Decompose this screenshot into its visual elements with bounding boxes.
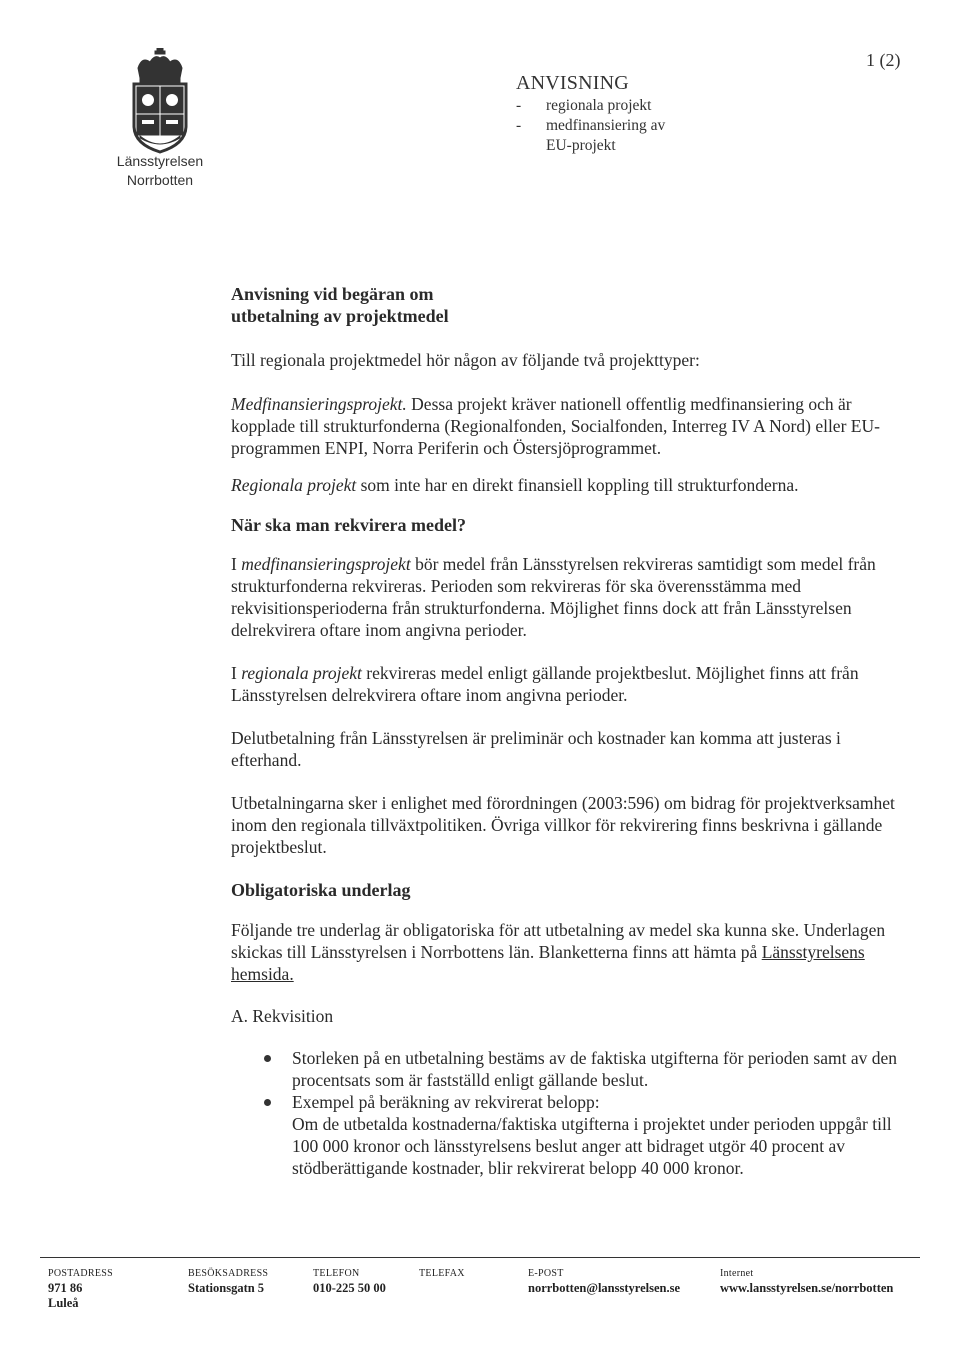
page-number: 1 (2) — [866, 50, 901, 70]
email-link[interactable]: norrbotten@lansstyrelsen.se — [528, 1281, 681, 1295]
intro-paragraph: Till regionala projektmedel hör någon av följande två projekttyper: — [231, 350, 700, 370]
paragraph-preliminary: Delutbetalning från Länsstyrelsen är preliminär och kostnader kan komma att justeras i efterhand. — [231, 728, 841, 770]
section-heading-rekvisition: A. Rekvisition — [231, 1006, 334, 1026]
bullet-icon — [264, 1099, 271, 1106]
project-type-regionala: Regionala projekt som inte har en direkt finansiell koppling till strukturfonderna. — [231, 475, 799, 495]
subtitle-item: - medfinansiering av — [516, 117, 666, 134]
list-item: Exempel på beräkning av rekvirerat belopp: Om de utbetalda kostnaderna/faktiska utgifterna i projektet under perioden uppgår till 100 000 kronor och länsstyrelsens beslut anger att bidraget utgör 40 procent av stödberättigande kostnader, blir rekvirerat belopp 40 000 kronor. — [231, 1091, 911, 1179]
heading-required-documents: Obligatoriska underlag — [231, 880, 411, 900]
paragraph-medfinansiering-timing: I medfinansieringsprojekt bör medel från Länsstyrelsen rekvireras samtidigt som medel från strukturfonderna rekvireras. Perioden som rekvireras för ska överensstämma med rekvisitionsperioderna från strukturfonderna. Möjlighet finns dock att från Länsstyrelsen delrekvirera oftare inom angivna perioder. — [231, 554, 876, 640]
document-body — [231, 283, 911, 1179]
bullet-icon — [264, 1055, 271, 1062]
rekvisition-list — [231, 1047, 911, 1179]
footer-telefax: TELEFAX — [419, 1268, 465, 1279]
organization-name — [60, 152, 260, 190]
heading-when: När ska man rekvirera medel? — [231, 515, 466, 535]
website-link[interactable]: Länsstyrelsens hemsida. — [231, 942, 865, 984]
org-name-line1: Länsstyrelsen — [116, 153, 204, 169]
website-url[interactable]: www.lansstyrelsen.se/norrbotten — [720, 1281, 894, 1295]
list-item: Storleken på en utbetalning bestäms av de faktiska utgifterna för perioden samt av den procentsats som är fastställd enligt gällande beslut. — [231, 1047, 911, 1091]
footer-divider — [40, 1257, 920, 1258]
subtitle-item: EU-projekt — [546, 137, 616, 154]
document-title: Anvisning vid begäran om utbetalning av projektmedel — [231, 284, 449, 326]
footer-postadress: POSTADRESS 971 86 Luleå — [48, 1268, 113, 1310]
coat-of-arms-icon — [128, 48, 192, 156]
subtitle-item: - regionala projekt — [516, 97, 652, 114]
document-type: ANVISNING — [516, 72, 629, 94]
footer-telefon: TELEFON 010-225 50 00 — [313, 1268, 386, 1295]
footer-besoksadress: BESÖKSADRESS Stationsgatn 5 — [188, 1268, 269, 1295]
footer-epost: E-POST norrbotten@lansstyrelsen.se — [528, 1268, 681, 1295]
footer-internet: Internet www.lansstyrelsen.se/norrbotten — [720, 1268, 894, 1295]
paragraph-required-documents: Följande tre underlag är obligatoriska för att utbetalning av medel ska kunna ske. Underlagen skickas till Länsstyrelsen i Norrbottens län. Blanketterna finns att hämta på Länsstyrelsens hemsida. — [231, 920, 886, 984]
paragraph-regionala-timing: I regionala projekt rekvireras medel enligt gällande projektbeslut. Möjlighet finns att från Länsstyrelsen delrekvirera oftare inom angivna perioder. — [231, 663, 859, 705]
project-type-medfinansiering: Medfinansieringsprojekt. Dessa projekt kräver nationell offentlig medfinansiering och är kopplade till strukturfonderna (Regionalfonden, Socialfonden, Interreg IV A Nord) eller EU-programmen ENPI, Norra Periferin och Östersjöprogrammet. — [231, 394, 880, 458]
org-name-line2: Norrbotten — [126, 172, 194, 188]
paragraph-regulation: Utbetalningarna sker i enlighet med förordningen (2003:596) om bidrag för projektverksamhet inom den regionala tillväxtpolitiken. Övriga villkor för rekvirering finns beskrivna i gällande projektbeslut. — [231, 793, 895, 857]
subtitle-list — [516, 96, 665, 156]
